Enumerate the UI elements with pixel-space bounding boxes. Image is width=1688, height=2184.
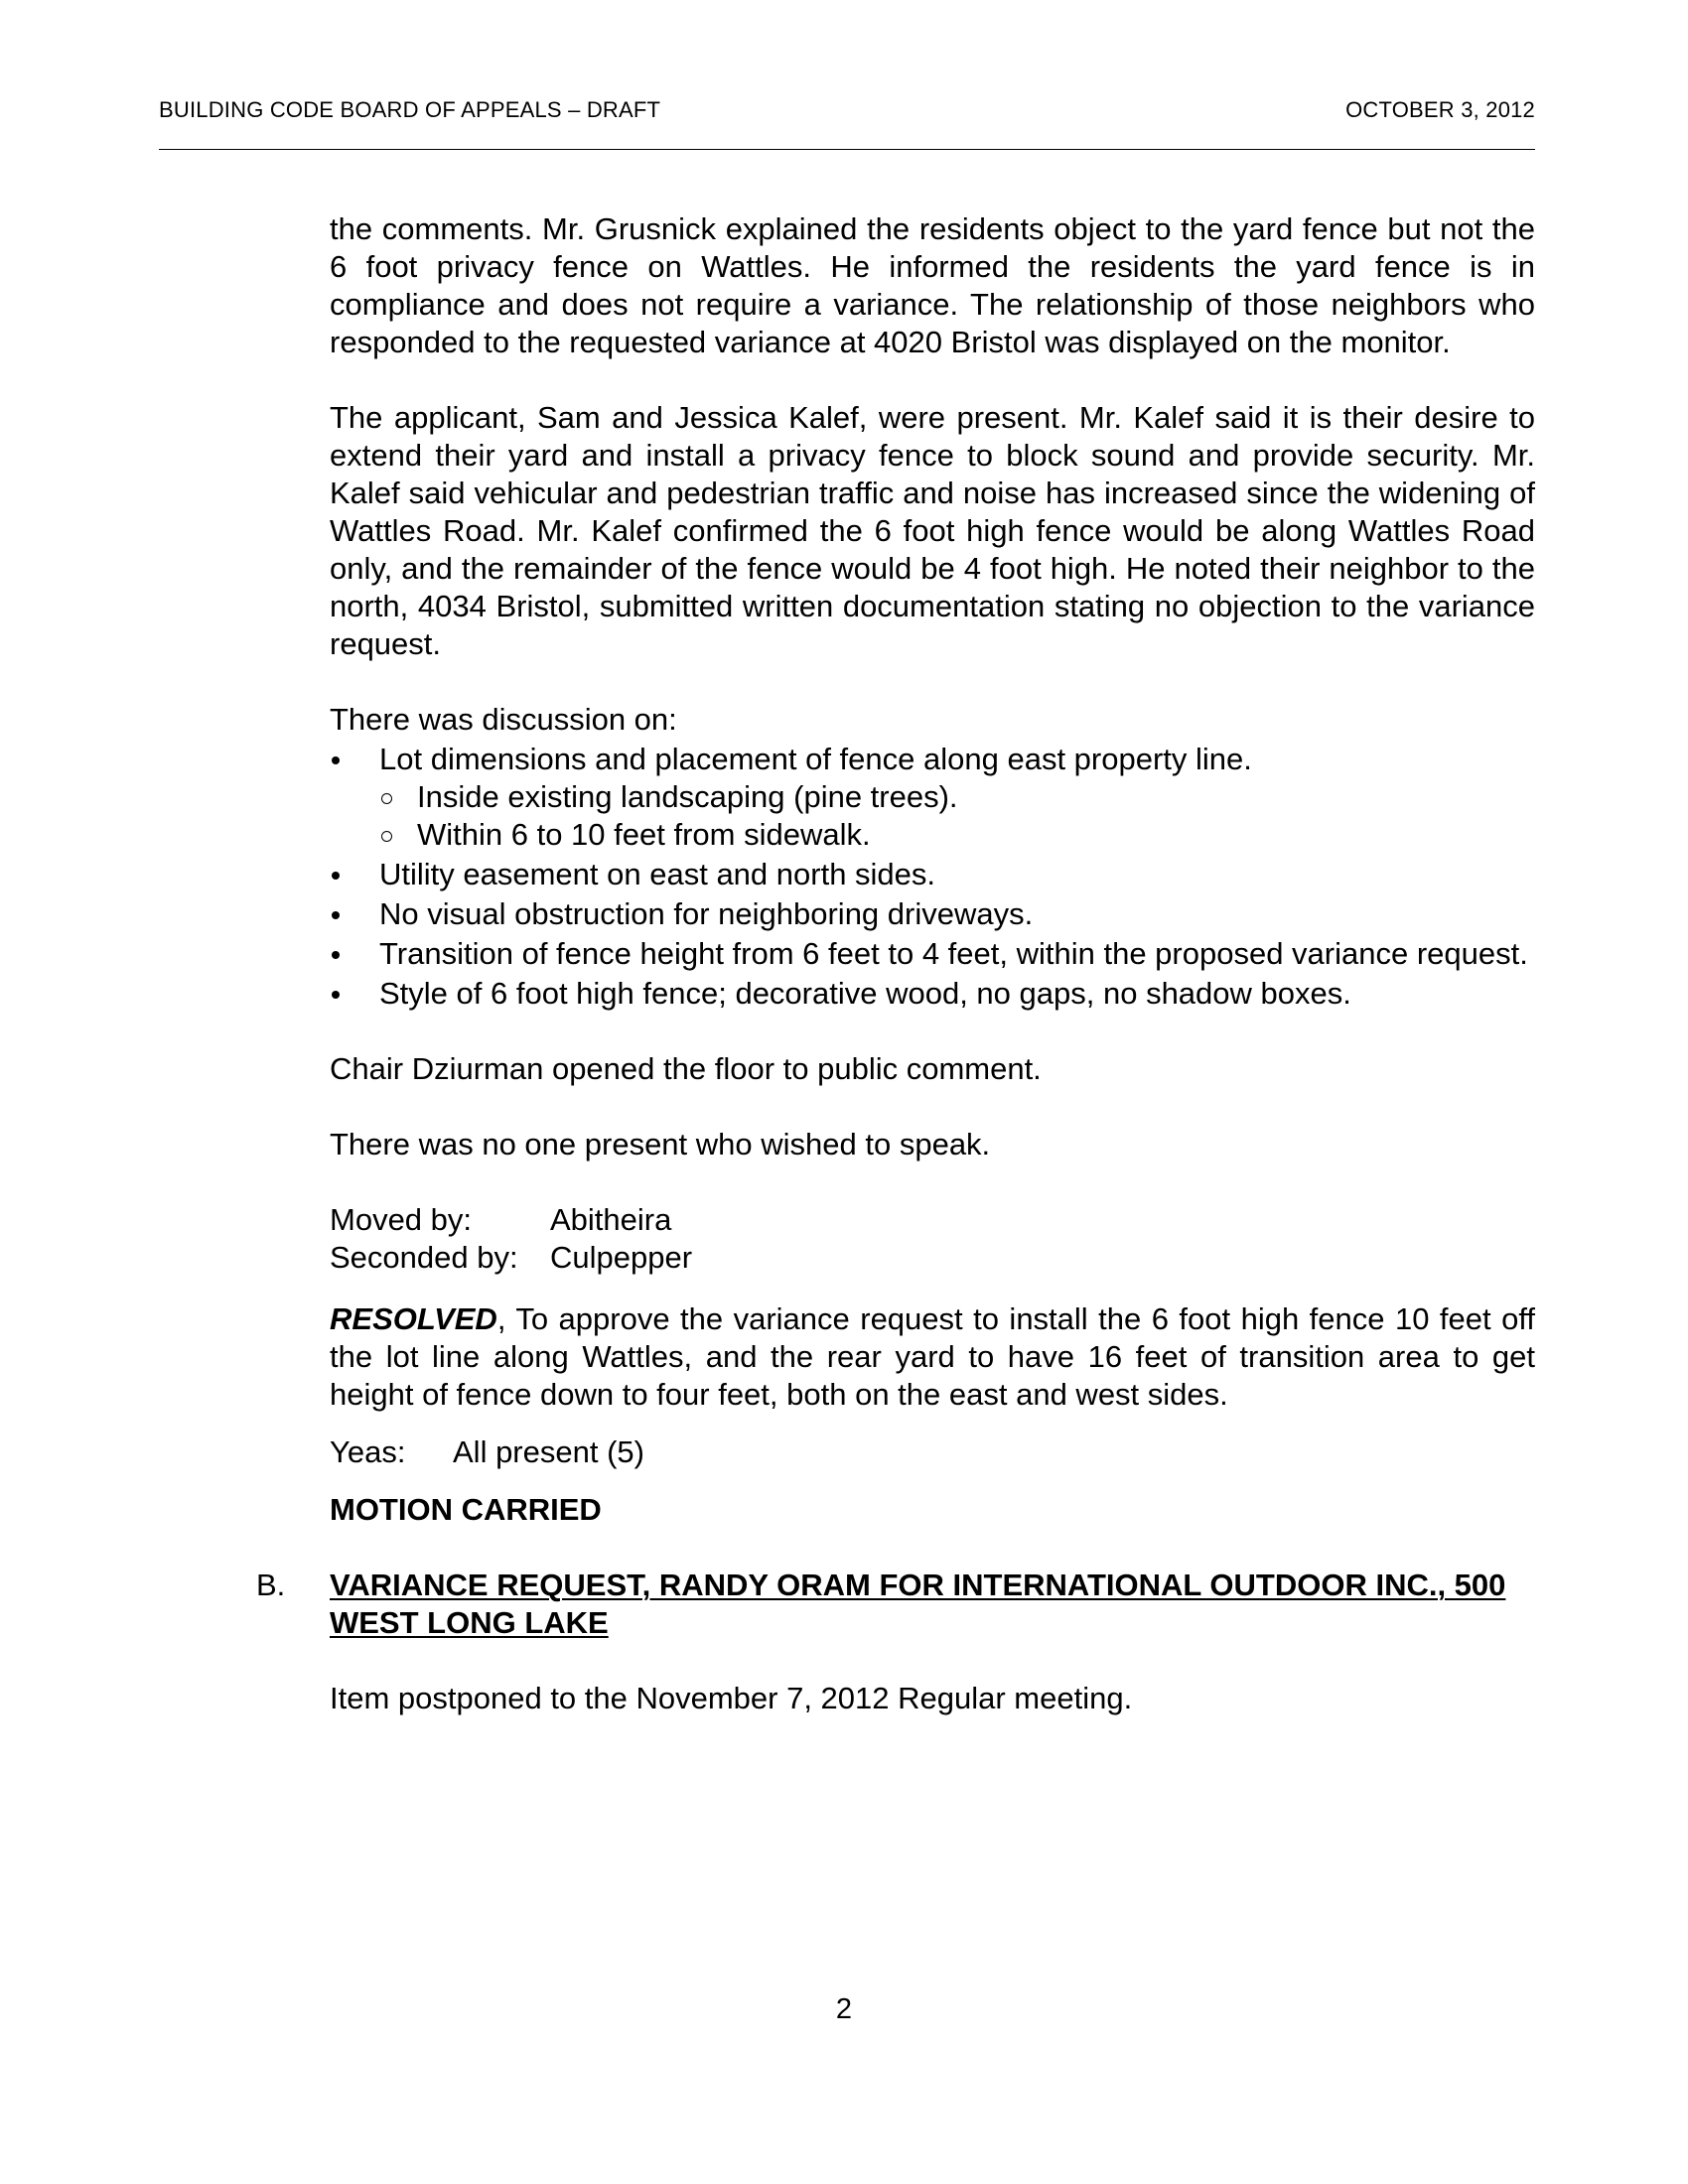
list-item-text: Utility easement on east and north sides. — [379, 857, 936, 891]
resolution — [330, 1300, 1535, 1414]
bullet-icon — [332, 991, 340, 999]
moved-by-value: Abitheira — [550, 1202, 672, 1237]
list-item — [330, 935, 1535, 973]
list-item — [330, 741, 1535, 854]
yeas-value: All present (5) — [453, 1434, 644, 1469]
paragraph-applicant: The applicant, Sam and Jessica Kalef, were present. Mr. Kalef said it is their desire to extend their yard and install a privacy fence to block sound and provide security. Mr. Kalef said vehicular and pedestrian traffic and noise has increased since the widening of Wattles Road. Mr. Kalef confirmed the 6 foot high fence would be along Wattles Road only, and the remainder of the fence would be 4 foot high. He noted their neighbor to the north, 4034 Bristol, submitted written documentation stating no objection to the variance request. — [330, 400, 1535, 661]
section-title: VARIANCE REQUEST, RANDY ORAM FOR INTERNATIONAL OUTDOOR INC., 500 WEST LONG LAKE — [330, 1568, 1506, 1640]
header-date: OCTOBER 3, 2012 — [1345, 97, 1535, 122]
section-b-note: Item postponed to the November 7, 2012 Regular meeting. — [330, 1681, 1133, 1715]
bullet-icon — [332, 756, 340, 764]
bullet-icon — [332, 911, 340, 919]
discussion-intro: There was discussion on: — [330, 702, 677, 737]
list-item-text: Transition of fence height from 6 feet to 4 feet, within the proposed variance request. — [379, 936, 1528, 971]
sub-list-item — [379, 816, 1535, 854]
resolved-keyword: RESOLVED — [330, 1301, 497, 1336]
discussion-list — [330, 741, 1535, 1013]
seconded-by-row — [330, 1239, 1535, 1277]
document-body — [256, 210, 1535, 1717]
sub-list-item — [379, 778, 1535, 816]
section-b — [256, 1567, 1535, 1642]
page-number: 2 — [835, 1993, 853, 2025]
bullet-icon — [332, 951, 340, 959]
list-item — [330, 975, 1535, 1013]
header-divider — [159, 149, 1535, 150]
bullet-icon — [332, 872, 340, 880]
circle-bullet-icon — [381, 831, 392, 842]
list-item — [330, 895, 1535, 933]
sub-list — [379, 778, 1535, 854]
moved-by-label: Moved by: — [330, 1202, 473, 1237]
header-title: BUILDING CODE BOARD OF APPEALS – DRAFT — [159, 97, 661, 122]
list-item — [330, 856, 1535, 893]
seconded-by-label: Seconded by: — [330, 1240, 518, 1275]
list-item-text: Style of 6 foot high fence; decorative wood, no gaps, no shadow boxes. — [379, 976, 1351, 1011]
section-letter: B. — [256, 1568, 286, 1602]
moved-by-row — [330, 1201, 1535, 1239]
sub-list-item-text: Within 6 to 10 feet from sidewalk. — [417, 817, 871, 852]
seconded-by-value: Culpepper — [550, 1240, 693, 1275]
sub-list-item-text: Inside existing landscaping (pine trees). — [417, 779, 958, 814]
list-item-text: No visual obstruction for neighboring driveways. — [379, 896, 1034, 931]
list-item-text: Lot dimensions and placement of fence along east property line. — [379, 742, 1252, 776]
public-comment-none: There was no one present who wished to speak. — [330, 1127, 991, 1161]
public-comment-opened: Chair Dziurman opened the floor to public comment. — [330, 1051, 1042, 1086]
paragraph-comments: the comments. Mr. Grusnick explained the residents object to the yard fence but not the 6 foot privacy fence on Wattles. He informed the residents the yard fence is in compliance and does not require a variance. The relationship of those neighbors who responded to the requested variance at 4020 Bristol was displayed on the monitor. — [330, 211, 1535, 359]
circle-bullet-icon — [381, 793, 392, 804]
yeas-label: Yeas: — [330, 1434, 406, 1469]
resolution-text: , To approve the variance request to install the 6 foot high fence 10 feet off the lot line along Wattles, and the rear yard to have 16 feet of transition area to get height of fence down to four feet, both on the east and west sides. — [330, 1301, 1535, 1412]
motion-result: MOTION CARRIED — [330, 1492, 602, 1527]
vote-row — [330, 1433, 1535, 1471]
motion-movers — [330, 1201, 1535, 1277]
